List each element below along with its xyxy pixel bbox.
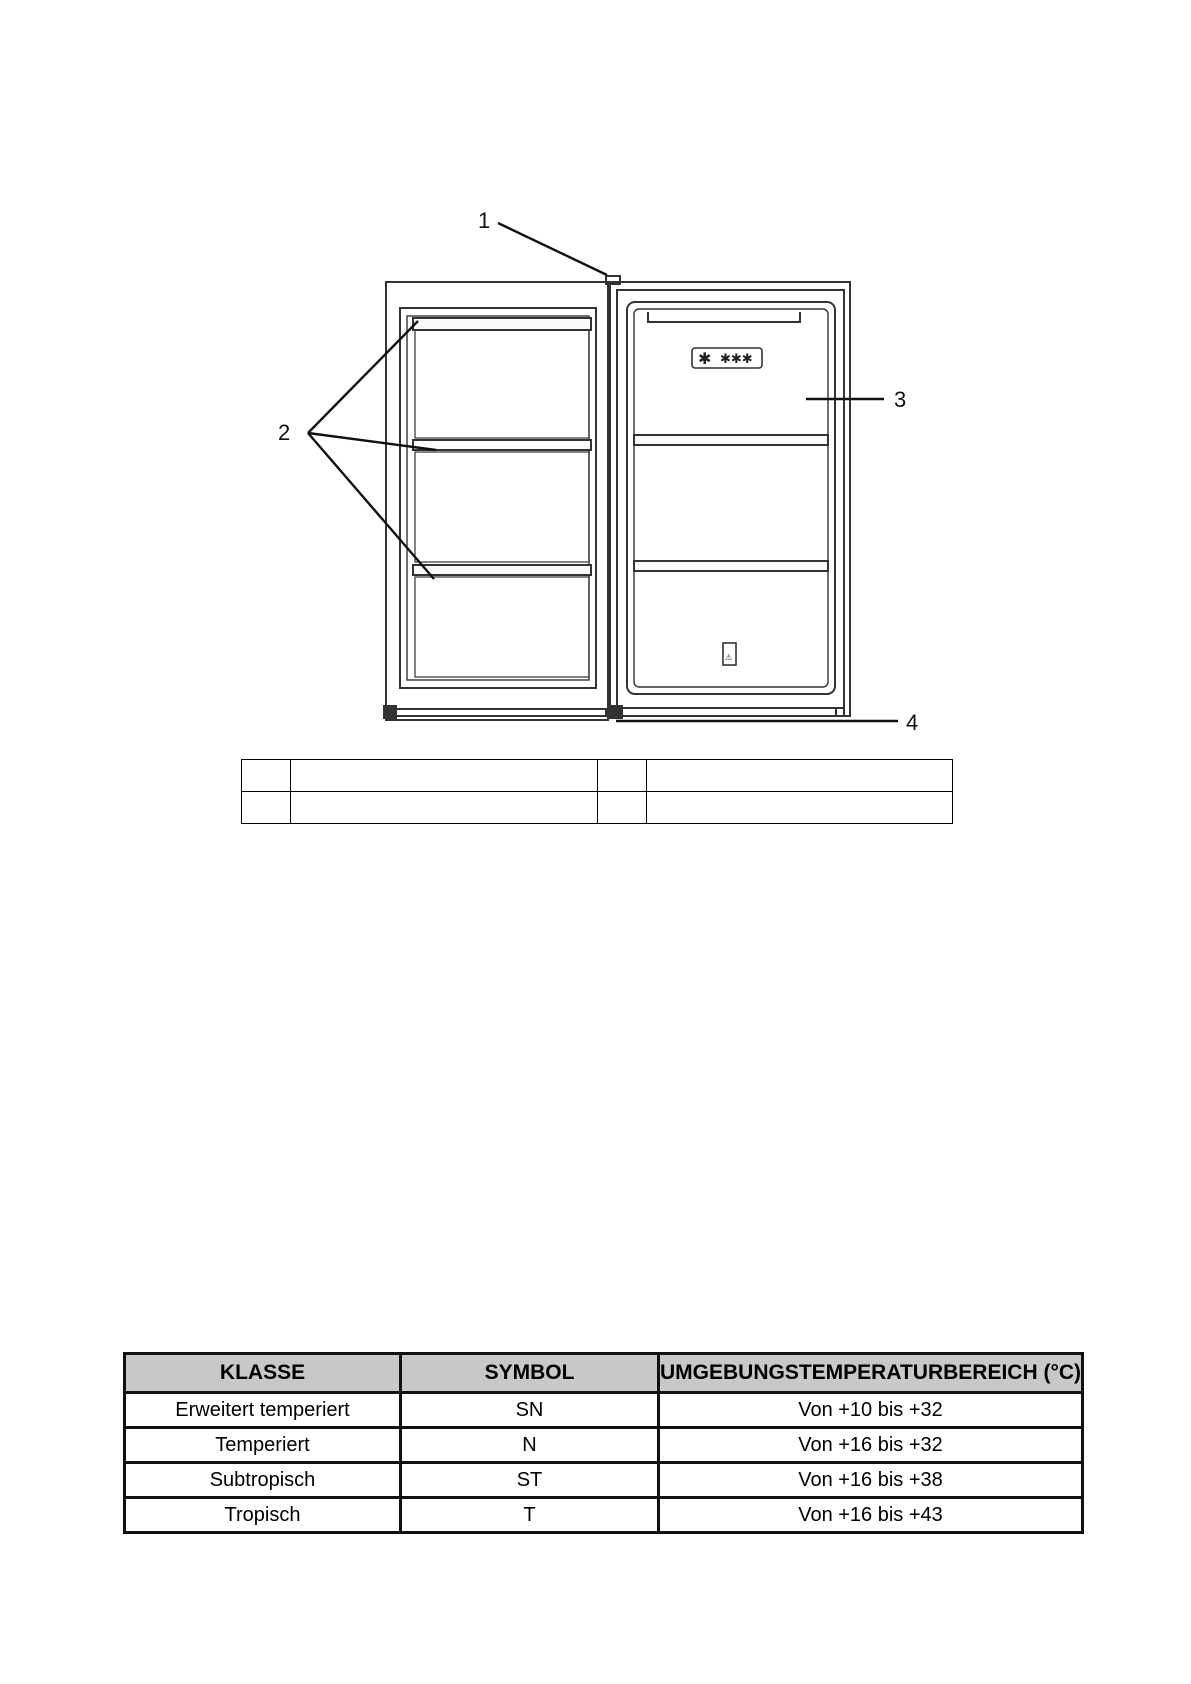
class-cell: Subtropisch [125, 1463, 401, 1498]
table-row [125, 1428, 1083, 1463]
symbol-cell: N [401, 1428, 659, 1463]
class-cell: Temperiert [125, 1428, 401, 1463]
symbol-cell: SN [401, 1393, 659, 1428]
range-cell: Von +10 bis +32 [659, 1393, 1083, 1428]
range-cell: Von +16 bis +38 [659, 1463, 1083, 1498]
class-cell: Tropisch [125, 1498, 401, 1533]
legend-label-cell [646, 792, 953, 824]
callout-4: 4 [906, 710, 919, 735]
callout-1: 1 [478, 208, 491, 233]
table-row [125, 1463, 1083, 1498]
ice-symbol-icon: ⚠ [725, 653, 733, 662]
range-cell: Von +16 bis +43 [659, 1498, 1083, 1533]
table-row [242, 760, 953, 792]
freezer-cabinet [606, 276, 850, 718]
callout-2: 2 [278, 420, 291, 445]
legend-label-cell [291, 760, 598, 792]
legend-label-cell [646, 760, 953, 792]
freezer-door [384, 282, 608, 720]
header-symbol: SYMBOL [401, 1354, 659, 1393]
legend-number-cell [242, 792, 291, 824]
table-row [242, 792, 953, 824]
climate-class-table [123, 1352, 1084, 1534]
parts-legend-table [241, 759, 953, 824]
legend-number-cell [597, 792, 646, 824]
legend-label-cell [291, 792, 598, 824]
table-row [125, 1393, 1083, 1428]
symbol-cell: ST [401, 1463, 659, 1498]
symbol-cell: T [401, 1498, 659, 1533]
legend-number-cell [597, 760, 646, 792]
stars-small-icon: ✱✱✱ [720, 352, 753, 367]
header-klasse: KLASSE [125, 1354, 401, 1393]
table-header-row [125, 1354, 1083, 1393]
class-cell: Erweitert temperiert [125, 1393, 401, 1428]
table-row [125, 1498, 1083, 1533]
range-cell: Von +16 bis +32 [659, 1428, 1083, 1463]
freezer-diagram [0, 0, 1191, 780]
star-large-icon: ✱ [698, 349, 712, 368]
legend-number-cell [242, 760, 291, 792]
callout-3: 3 [894, 387, 907, 412]
header-temperature-range: UMGEBUNGSTEMPERATURBEREICH (°C) [659, 1354, 1083, 1393]
